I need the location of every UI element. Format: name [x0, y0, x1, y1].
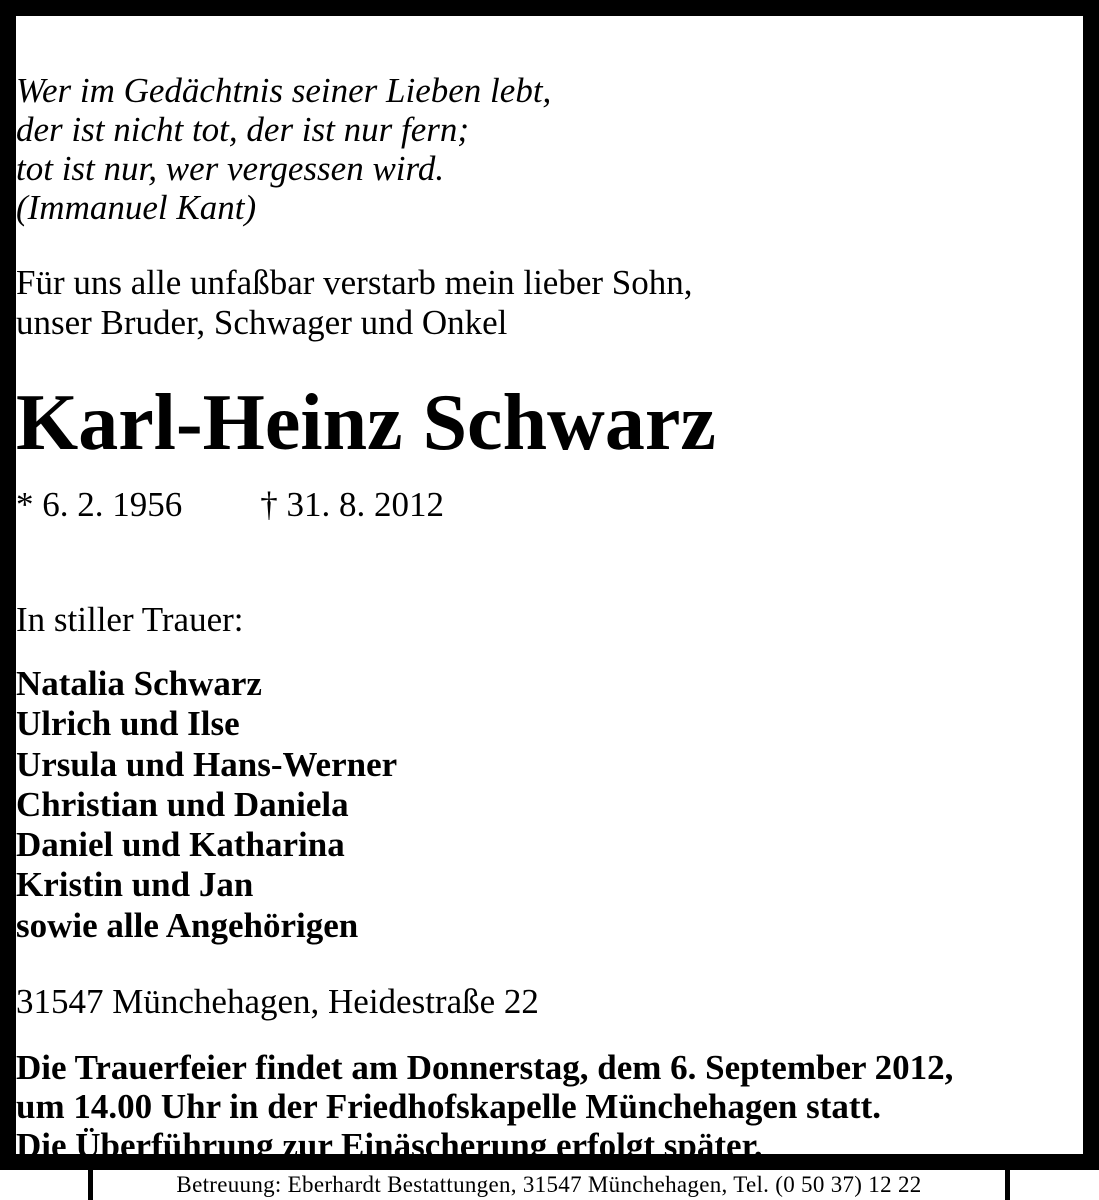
death-date: † 31. 8. 2012 [260, 485, 444, 524]
mourner-entry: Daniel und Katharina [16, 825, 345, 865]
quote-line: tot ist nur, wer vergessen wird. [16, 149, 445, 188]
intro-line: Für uns alle unfaßbar verstarb mein lieber Sohn, [16, 263, 693, 302]
mourner-entry: Natalia Schwarz [16, 664, 262, 703]
intro-line: unser Bruder, Schwager und Onkel [16, 303, 508, 342]
intro-text [16, 263, 1083, 343]
birth-date: * 6. 2. 1956 [16, 485, 183, 524]
mourning-heading: In stiller Trauer: [16, 600, 244, 639]
quote-line: der ist nicht tot, der ist nur fern; [16, 110, 470, 149]
mourner-entry: Christian und Daniela [16, 784, 349, 824]
funeral-home-credit: Betreuung: Eberhardt Bestattungen, 31547 Münchehagen, Tel. (0 50 37) 12 22 [93, 1170, 1005, 1200]
ceremony-line: Die Überführung zur Einäscherung erfolgt später. [16, 1126, 763, 1165]
ceremony-line: Die Trauerfeier findet am Donnerstag, dem 6. September 2012, [16, 1048, 954, 1087]
life-dates [16, 485, 1083, 525]
family-address: 31547 Münchehagen, Heidestraße 22 [16, 982, 539, 1021]
ceremony-line: um 14.00 Uhr in der Friedhofskapelle Münchehagen statt. [16, 1087, 881, 1126]
mourner-entry: Kristin und Jan [16, 865, 254, 905]
quote-author: (Immanuel Kant) [16, 188, 257, 227]
mourner-entry: Ursula und Hans-Werner [16, 744, 398, 784]
mourners-list [16, 664, 1083, 946]
mourner-entry: sowie alle Angehörigen [16, 905, 359, 945]
funeral-home-footer [88, 1170, 1010, 1200]
ceremony-notice [16, 1048, 1083, 1165]
memorial-quote [16, 71, 1083, 227]
mourner-entry: Ulrich und Ilse [16, 704, 240, 744]
deceased-name: Karl-Heinz Schwarz [16, 379, 716, 467]
quote-line: Wer im Gedächtnis seiner Lieben lebt, [16, 71, 552, 110]
